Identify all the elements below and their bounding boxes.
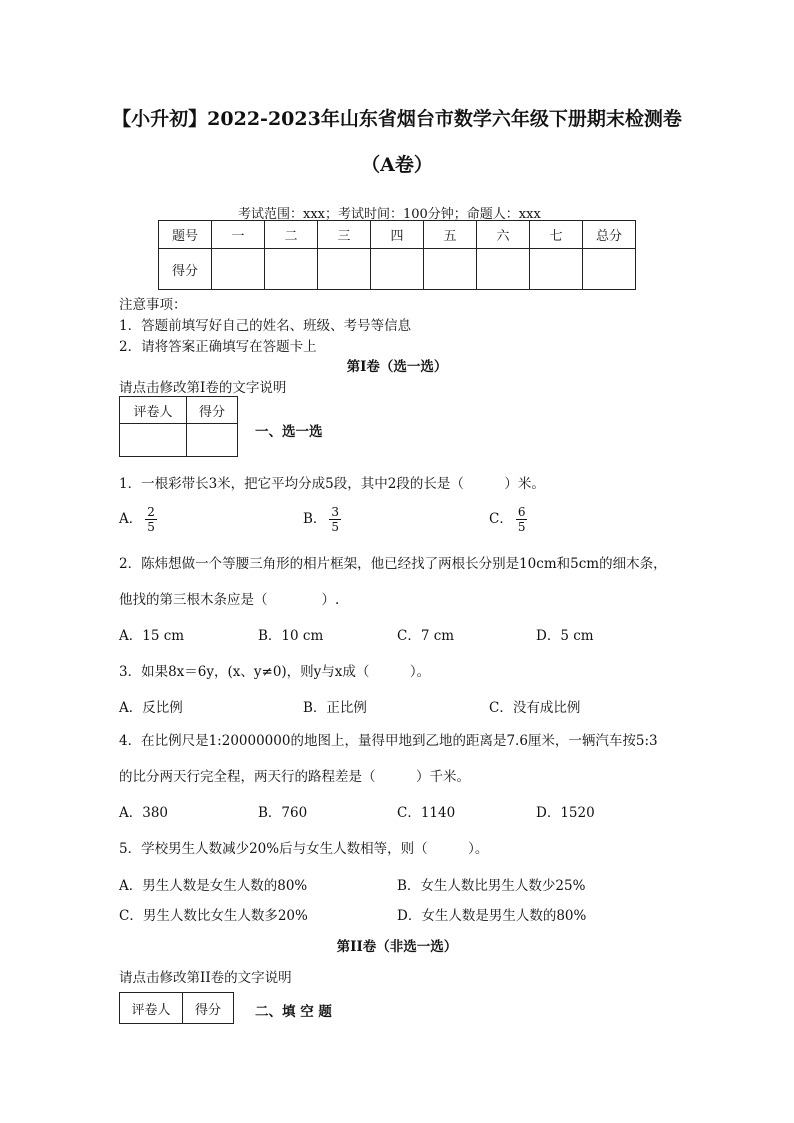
option-1b[interactable]: B． $\frac{3}{5}$ [303,505,340,534]
score-cell[interactable] [318,249,371,290]
question-2-line2: 他找的第三根木条应是（ ）. [119,592,340,608]
option-2b[interactable]: B．10 cm [258,628,324,644]
notes-item: 1．答题前填写好自己的姓名、班级、考号等信息 [119,318,412,334]
grader-header: 评卷人 [120,993,183,1024]
part1-title: 第I卷（选一选） [346,359,448,375]
option-4d[interactable]: D．1520 [536,805,595,821]
grader-header: 得分 [183,993,234,1024]
part2-desc[interactable]: 请点击修改第II卷的文字说明 [119,970,292,986]
score-header-cell: 二 [265,221,318,249]
question-1: 1．一根彩带长3米，把它平均分成5段，其中2段的长是（ ）米。 [119,476,545,492]
option-5c[interactable]: C．男生人数比女生人数多20% [119,908,308,924]
option-5a[interactable]: A．男生人数是女生人数的80% [119,878,308,894]
option-4b[interactable]: B．760 [258,805,308,821]
question-3: 3．如果8x＝6y，(x、y≠0)，则y与x成（ ）。 [119,664,431,680]
score-header-cell: 一 [212,221,265,249]
score-cell[interactable] [583,249,636,290]
fraction: $\frac{6}{5}$ [517,505,526,534]
exam-info: 考试范围：xxx；考试时间：100分钟；命题人：xxx [238,207,541,222]
score-table [158,220,636,290]
grader-table-2 [119,992,234,1024]
grader-header: 得分 [187,397,238,424]
option-1a[interactable]: A． $\frac{2}{5}$ [119,505,155,534]
fraction: $\frac{2}{5}$ [147,505,155,534]
score-cell[interactable] [424,249,477,290]
score-cell[interactable] [265,249,318,290]
question-5: 5．学校男生人数减少20%后与女生人数相等，则（ ）。 [119,841,489,857]
page-subtitle: （A卷） [361,154,433,176]
question-2-line1: 2．陈炜想做一个等腰三角形的相片框架，他已经找了两根长分别是10cm和5cm的细木条， [119,556,667,572]
part2-title: 第II卷（非选一选） [336,939,458,955]
option-3b[interactable]: B．正比例 [303,700,367,716]
grader-cell[interactable] [120,424,187,457]
score-header-cell: 七 [530,221,583,249]
score-cell[interactable] [530,249,583,290]
option-4a[interactable]: A．380 [119,805,169,821]
score-header-cell: 四 [371,221,424,249]
grader-table-1 [119,396,238,457]
section-title-1: 一、选一选 [255,424,323,440]
option-2a[interactable]: A．15 cm [119,628,185,644]
option-3a[interactable]: A．反比例 [119,700,183,716]
score-header-cell: 题号 [159,221,212,249]
notes-item: 2．请将答案正确填写在答题卡上 [119,339,317,355]
score-cell[interactable] [371,249,424,290]
option-1c[interactable]: C． $\frac{6}{5}$ [489,505,526,534]
option-5d[interactable]: D．女生人数是男生人数的80% [397,908,587,924]
score-cell[interactable] [212,249,265,290]
option-4c[interactable]: C．1140 [397,805,456,821]
page-title: 【小升初】2022-2023年山东省烟台市数学六年级下册期末检测卷 [112,108,682,130]
grader-cell[interactable] [187,424,238,457]
fraction: $\frac{3}{5}$ [331,505,340,534]
part1-desc[interactable]: 请点击修改第I卷的文字说明 [119,380,287,396]
grader-header: 评卷人 [120,397,187,424]
score-header-cell: 三 [318,221,371,249]
option-2d[interactable]: D．5 cm [536,628,594,644]
option-5b[interactable]: B．女生人数比男生人数少25% [397,878,586,894]
notes-title: 注意事项： [119,297,187,313]
score-cell[interactable] [477,249,530,290]
score-header-cell: 六 [477,221,530,249]
question-4-line2: 的比分两天行完全程，两天行的路程差是（ ）千米。 [119,769,470,785]
option-2c[interactable]: C．7 cm [397,628,455,644]
question-4-line1: 4．在比例尺是1:20000000的地图上，量得甲地到乙地的距离是7.6厘米，一辆汽车按5:3 [119,733,658,749]
score-header-cell: 五 [424,221,477,249]
score-header-cell: 总分 [583,221,636,249]
score-row-label: 得分 [159,249,212,290]
option-3c[interactable]: C．没有成比例 [489,700,581,716]
section-title-2: 二、填 空 题 [255,1004,332,1020]
